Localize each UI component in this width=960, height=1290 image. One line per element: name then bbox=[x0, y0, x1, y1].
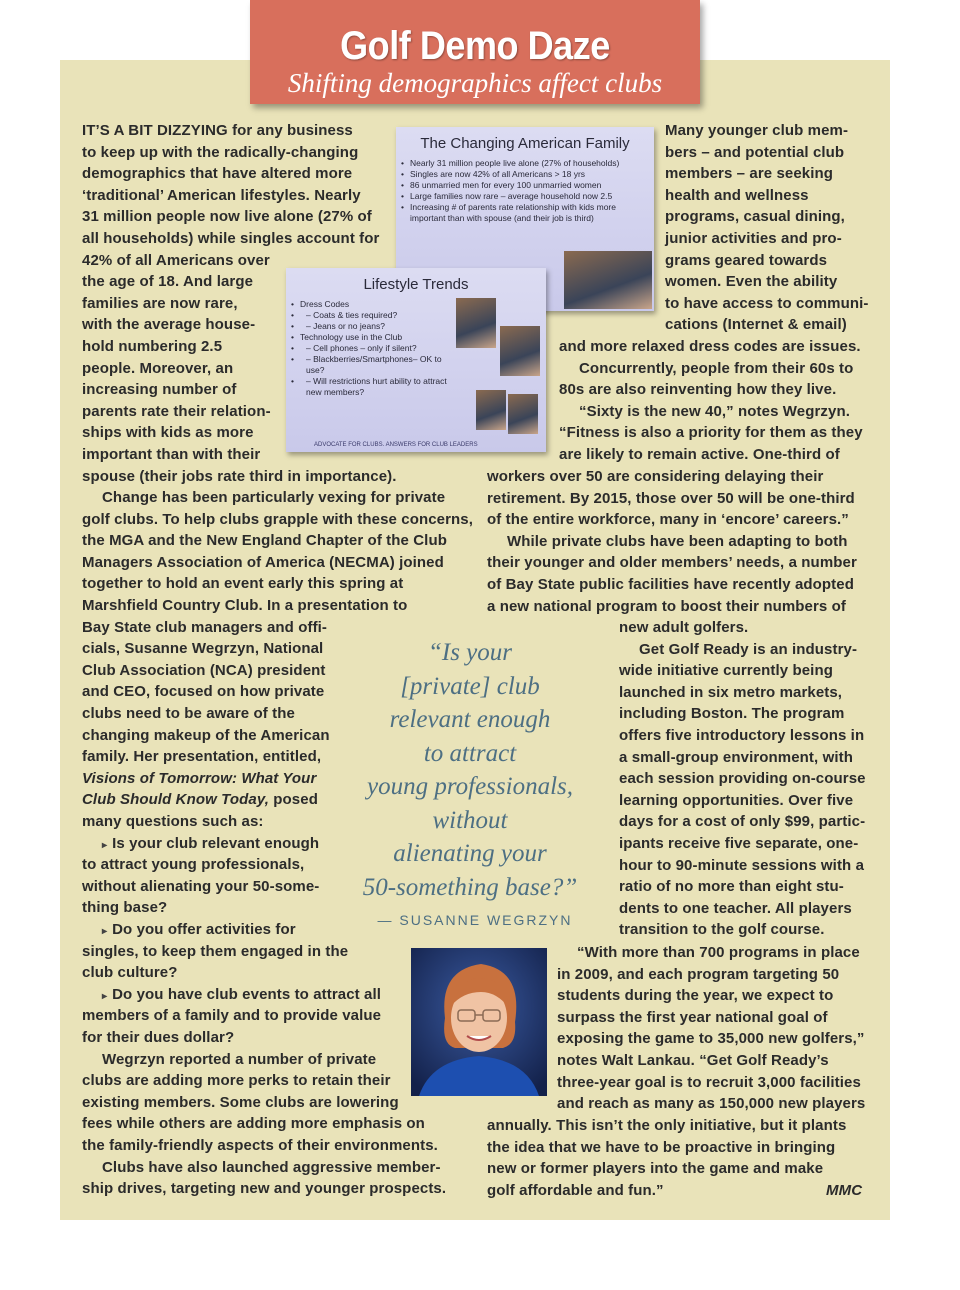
right-column-mid1 bbox=[559, 336, 863, 466]
text-line: the family-friendly aspects of their environments. bbox=[82, 1136, 438, 1154]
text-line: surpass the first year national goal of bbox=[557, 1008, 828, 1026]
text-line: ▸ Is your club relevant enough bbox=[102, 834, 320, 852]
quote-line: alienating your bbox=[393, 840, 547, 867]
text-line: clubs are adding more perks to retain their bbox=[82, 1072, 391, 1090]
lifestyle-photo-3 bbox=[476, 390, 506, 430]
slide-footer: ADVOCATE FOR CLUBS. ANSWERS FOR CLUB LEADERS bbox=[314, 442, 478, 448]
text-line: Clubs have also launched aggressive member- bbox=[102, 1158, 441, 1176]
text-line: existing members. Some clubs are lowering bbox=[82, 1093, 399, 1111]
text-line: spouse (their jobs rate third in importance). bbox=[82, 467, 397, 485]
text-line: together to hold an event early this spring at bbox=[82, 575, 404, 593]
slide-bullet: • Large families now rare – average household now 2.5 bbox=[410, 191, 638, 202]
text-line: programs, casual dining, bbox=[665, 208, 845, 226]
text-line: the age of 18. And large bbox=[82, 273, 254, 291]
text-line: junior activities and pro- bbox=[665, 229, 842, 247]
right-column-mid4 bbox=[557, 942, 865, 1115]
portrait-illustration bbox=[411, 948, 547, 1096]
text-line: and more relaxed dress codes are issues. bbox=[559, 338, 861, 355]
right-column-bottom bbox=[487, 1115, 846, 1201]
right-column-mid2 bbox=[487, 466, 857, 617]
text-line: “Fitness is also a priority for them as they bbox=[559, 424, 863, 442]
text-line: ship drives, targeting new and younger prospects. bbox=[82, 1180, 447, 1198]
text-line: Change has been particularly vexing for private bbox=[102, 489, 446, 507]
quote-line: without bbox=[432, 806, 508, 834]
text-line: to attract young professionals, bbox=[82, 856, 305, 874]
text-line: Wegrzyn reported a number of private bbox=[102, 1050, 377, 1068]
text-line: annually. This isn’t the only initiative, but it plants bbox=[487, 1117, 847, 1134]
bullet-triangle-icon: ▸ bbox=[102, 925, 108, 937]
family-photo bbox=[564, 251, 652, 309]
text-line: “With more than 700 programs in place bbox=[577, 944, 860, 961]
text-line: 42% of all Americans over bbox=[82, 251, 270, 269]
text-line: including Boston. The program bbox=[619, 705, 845, 723]
right-column-mid3 bbox=[619, 617, 866, 941]
bullet-triangle-icon: ▸ bbox=[102, 839, 108, 851]
text-line: increasing number of bbox=[82, 381, 237, 399]
text-line: bers – and potential club bbox=[665, 143, 845, 161]
text-line: with the average house- bbox=[82, 316, 256, 334]
article-title: Golf Demo Daze bbox=[340, 24, 610, 68]
slide-bullet: • – Coats & ties required? bbox=[300, 310, 460, 321]
text-line: without alienating your 50-some- bbox=[82, 877, 320, 895]
lifestyle-photo-2 bbox=[500, 326, 540, 376]
text-line: Concurrently, people from their 60s to bbox=[579, 359, 854, 377]
text-line: parents rate their relation- bbox=[82, 402, 271, 420]
text-line: singles, to keep them engaged in the bbox=[82, 942, 349, 960]
text-line: demographics that have altered more bbox=[82, 165, 353, 183]
text-line: Get Golf Ready is an industry- bbox=[639, 640, 858, 658]
slide-bullet: • Singles are now 42% of all Americans > 18 yrs bbox=[410, 169, 638, 180]
text-line: 80s are also reinventing how they live. bbox=[559, 381, 837, 399]
quote-line: [private] club bbox=[400, 672, 540, 700]
slide-bullet: • Technology use in the Club bbox=[300, 332, 460, 343]
text-line: IT’S A BIT DIZZYING for any business bbox=[82, 122, 353, 139]
slide-bullet: • Dress Codes bbox=[300, 299, 460, 310]
text-line: Bay State club managers and offi- bbox=[82, 618, 328, 636]
text-line: exposing the game to 35,000 new golfers,” bbox=[557, 1030, 865, 1048]
text-line: a new national program to boost their numbers of bbox=[487, 597, 846, 615]
text-line: Marshfield Country Club. In a presentation to bbox=[82, 597, 408, 615]
quote-line: relevant enough bbox=[389, 706, 551, 733]
text-line: notes Walt Lankau. “Get Golf Ready’s bbox=[557, 1051, 829, 1069]
text-line: important than with their bbox=[82, 445, 261, 463]
article-subtitle: Shifting demographics affect clubs bbox=[287, 68, 663, 98]
portrait-photo bbox=[411, 948, 547, 1096]
bullet-triangle-icon: ▸ bbox=[102, 990, 108, 1002]
pull-quote bbox=[360, 636, 580, 904]
text-line: ratio of no more than eight stu- bbox=[619, 878, 844, 896]
text-line: cials, Susanne Wegrzyn, National bbox=[82, 640, 324, 658]
slide-bullet: • – Blackberries/Smartphones– OK to use? bbox=[300, 354, 460, 376]
text-line: three-year goal is to recruit 3,000 facilities bbox=[557, 1073, 861, 1091]
text-line: learning opportunities. Over five bbox=[619, 791, 854, 809]
text-line: ships with kids as more bbox=[82, 424, 254, 442]
text-line: members – are seeking bbox=[665, 165, 834, 183]
text-line: to keep up with the radically-changing bbox=[82, 143, 359, 161]
slide-bullet: • Increasing # of parents rate relationship with kids more important than with spouse (and their job is third) bbox=[410, 202, 638, 224]
text-line: Many younger club mem- bbox=[665, 122, 849, 139]
text-line: While private clubs have been adapting to both bbox=[507, 532, 848, 550]
quote-line: “Is your bbox=[427, 639, 513, 666]
text-line: for their dues dollar? bbox=[82, 1028, 235, 1046]
text-line: ‘traditional’ American lifestyles. Nearly bbox=[82, 186, 361, 204]
text-line: and reach as many as 150,000 new players bbox=[557, 1095, 866, 1113]
text-line: members of a family and to provide value bbox=[82, 1007, 382, 1025]
text-line: club culture? bbox=[82, 964, 178, 982]
slide-title: Lifestyle Trends bbox=[363, 276, 469, 293]
text-line: cations (Internet & email) bbox=[665, 316, 847, 334]
text-line: 31 million people now live alone (27% of bbox=[82, 208, 372, 226]
text-line: offers five introductory lessons in bbox=[619, 726, 865, 744]
slide-bullet: • – Jeans or no jeans? bbox=[300, 321, 460, 332]
text-line: clubs need to be aware of the bbox=[82, 705, 295, 723]
text-line: Club Association (NCA) president bbox=[82, 661, 326, 679]
text-line: in 2009, and each program targeting 50 bbox=[557, 965, 840, 983]
text-line: women. Even the ability bbox=[665, 273, 838, 291]
text-line: many questions such as: bbox=[82, 813, 264, 830]
slide-bullet: • – Cell phones – only if silent? bbox=[300, 343, 460, 354]
slide-bullet: • Nearly 31 million people live alone (27% of households) bbox=[410, 158, 638, 169]
text-line: new adult golfers. bbox=[619, 619, 749, 636]
text-line: changing makeup of the American bbox=[82, 726, 330, 744]
text-line: workers over 50 are considering delaying their bbox=[487, 468, 824, 485]
quote-line: to attract bbox=[423, 739, 517, 767]
lifestyle-photo-4 bbox=[508, 394, 538, 434]
text-line: their younger and older members’ needs, a number bbox=[487, 554, 857, 572]
text-line: the MGA and the New England Chapter of the Club bbox=[82, 532, 447, 550]
text-line: fees while others are adding more emphasis on bbox=[82, 1115, 425, 1133]
slide-bullet: • 86 unmarried men for every 100 unmarried women bbox=[410, 180, 638, 191]
text-line: hold numbering 2.5 bbox=[82, 337, 223, 355]
title-banner bbox=[250, 0, 700, 104]
text-line: Club Should Know Today, posed bbox=[82, 791, 318, 809]
text-line: are likely to remain active. One-third of bbox=[559, 445, 840, 463]
text-line: of Bay State public facilities have recently adopted bbox=[487, 575, 854, 593]
text-line: family. Her presentation, entitled, bbox=[82, 748, 322, 766]
text-line: people. Moreover, an bbox=[82, 359, 234, 377]
quote-line: 50-something base?” bbox=[362, 873, 578, 901]
text-line: retirement. By 2015, those over 50 will be one-third bbox=[487, 489, 855, 507]
text-line: “Sixty is the new 40,” notes Wegrzyn. bbox=[579, 402, 850, 420]
quote-attribution: — SUSANNE WEGRZYN bbox=[377, 912, 573, 928]
lead-in: IT’S A BIT DIZZYING bbox=[82, 122, 228, 139]
text-line: transition to the golf course. bbox=[619, 921, 825, 939]
text-line: each session providing on-course bbox=[619, 770, 866, 788]
text-line: new or former players into the game and make bbox=[487, 1160, 824, 1178]
quote-line: young professionals, bbox=[366, 773, 574, 800]
text-line: golf affordable and fun.” bbox=[487, 1181, 664, 1199]
slide-bullet: • – Will restrictions hurt ability to attract new members? bbox=[300, 376, 460, 398]
text-line: of the entire workforce, many in ‘encore’ careers.” bbox=[487, 511, 849, 529]
text-line: health and wellness bbox=[665, 186, 809, 204]
slide-title: The Changing American Family bbox=[420, 135, 630, 152]
text-line: ▸ Do you have club events to attract all bbox=[102, 985, 381, 1003]
right-column-top bbox=[665, 120, 869, 336]
text-line: grams geared towards bbox=[665, 251, 828, 269]
text-line: ipants receive five separate, one- bbox=[619, 834, 859, 852]
text-line: ▸ Do you offer activities for bbox=[102, 920, 296, 938]
text-line: Visions of Tomorrow: What Your bbox=[82, 769, 317, 787]
text-line: the idea that we have to be proactive in bringing bbox=[487, 1138, 836, 1156]
signoff: MMC bbox=[826, 1182, 863, 1199]
text-line: students during the year, we expect to bbox=[557, 987, 834, 1005]
text-line: wide initiative currently being bbox=[619, 662, 833, 680]
text-line: days for a cost of only $99, partic- bbox=[619, 813, 866, 831]
text-line: dents to one teacher. All players bbox=[619, 899, 852, 917]
text-line: thing base? bbox=[82, 899, 168, 917]
text-line: and CEO, focused on how private bbox=[82, 683, 325, 701]
text-line: Managers Association of America (NECMA) joined bbox=[82, 553, 444, 571]
text-line: golf clubs. To help clubs grapple with these concerns, bbox=[82, 510, 474, 528]
text-line: families are now rare, bbox=[82, 294, 238, 312]
text-line: hour to 90-minute sessions with a bbox=[619, 856, 865, 874]
text-line: to have access to communi- bbox=[665, 294, 869, 312]
text-line: all households) while singles account for bbox=[82, 229, 380, 247]
text-line: a small-group environment, with bbox=[619, 748, 853, 766]
text-line: launched in six metro markets, bbox=[619, 683, 843, 701]
